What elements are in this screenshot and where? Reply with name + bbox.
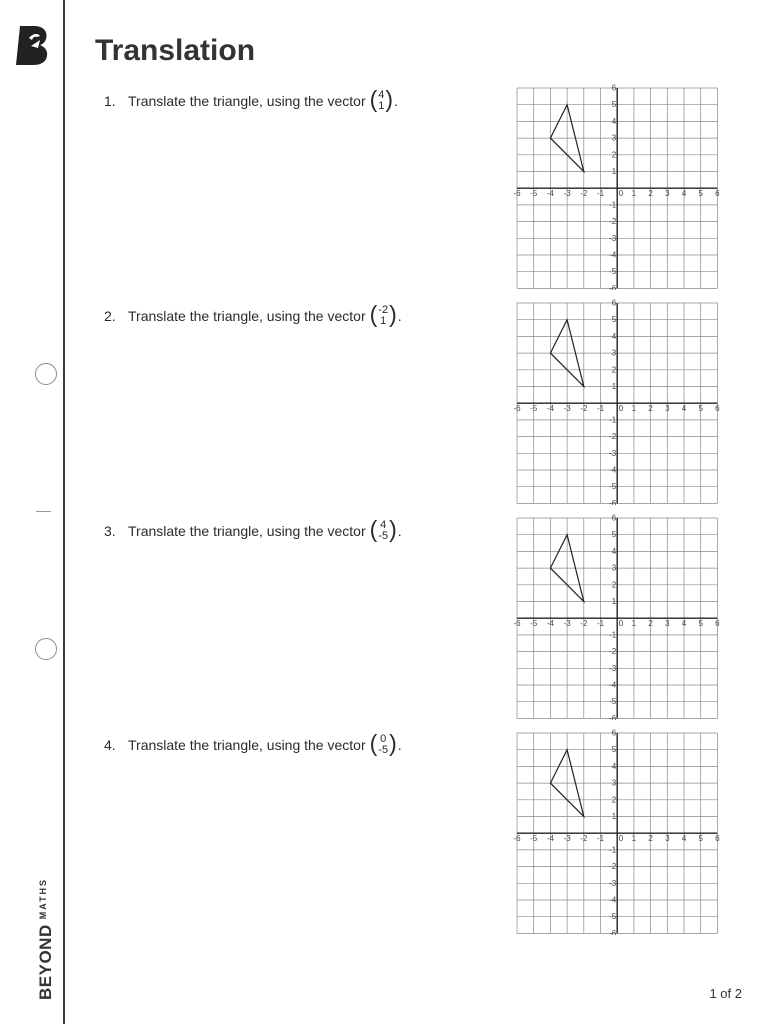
- question-text: Translate the triangle, using the vector: [128, 736, 366, 753]
- y-tick-label: -1: [609, 200, 617, 210]
- y-tick-label: -2: [609, 862, 617, 872]
- question-text: Translate the triangle, using the vector: [128, 522, 366, 539]
- brand-word: BEYOND: [36, 924, 55, 1000]
- x-tick-label: -3: [563, 189, 571, 199]
- x-tick-label: -6: [513, 619, 521, 629]
- x-tick-label: -4: [546, 619, 554, 629]
- y-tick-label: 2: [611, 795, 617, 805]
- x-tick-label: 3: [665, 619, 670, 629]
- question-number: 4.: [104, 736, 116, 753]
- y-tick-label: 6: [611, 299, 617, 308]
- binder-hole: [35, 363, 57, 385]
- y-tick-label: 5: [611, 315, 617, 325]
- question-1: [104, 86, 398, 112]
- y-tick-label: -2: [609, 217, 617, 227]
- x-tick-label: -5: [530, 404, 538, 414]
- y-tick-label: -4: [609, 680, 617, 690]
- y-tick-label: -6: [609, 283, 617, 290]
- x-tick-label: 6: [715, 619, 720, 629]
- y-tick-label: -1: [609, 415, 617, 425]
- x-tick-label: 1: [631, 834, 637, 844]
- page-number: 1 of 2: [709, 986, 742, 1001]
- x-tick-label: -6: [513, 834, 521, 844]
- x-tick-label: 3: [665, 834, 670, 844]
- brand-sub: MATHS: [38, 877, 48, 920]
- y-tick-label: -3: [609, 233, 617, 243]
- x-tick-label: 5: [698, 189, 703, 199]
- y-tick-label: 1: [611, 812, 617, 821]
- vector-y: 1: [378, 99, 385, 112]
- y-tick-label: 4: [611, 116, 617, 126]
- y-tick-label: -4: [609, 895, 617, 905]
- vector-x: 0: [380, 732, 387, 745]
- question-number: 3.: [104, 522, 116, 539]
- x-tick-label: -5: [530, 189, 538, 199]
- y-tick-label: 6: [611, 84, 617, 93]
- x-tick-label: -1: [596, 189, 605, 199]
- y-tick-label: -5: [609, 267, 617, 277]
- y-tick-label: -5: [609, 912, 617, 922]
- x-tick-label: 2: [648, 189, 653, 199]
- coordinate-grid-4: [508, 729, 736, 935]
- question-text: Translate the triangle, using the vector: [128, 92, 366, 109]
- y-tick-label: 4: [611, 546, 617, 556]
- vector-x: -2: [378, 303, 389, 316]
- column-vector: ( -2 1 ) .: [369, 301, 402, 327]
- x-tick-label: 4: [681, 404, 687, 414]
- y-tick-label: 5: [611, 745, 617, 755]
- x-tick-label: 6: [715, 404, 720, 414]
- x-tick-label: 0: [618, 619, 624, 629]
- y-tick-label: -5: [609, 482, 617, 492]
- y-tick-label: -2: [609, 647, 617, 657]
- fold-mark: [36, 511, 51, 512]
- beyond-logo-icon: [14, 24, 52, 66]
- column-vector: ( 0 -5 ) .: [369, 730, 402, 756]
- y-tick-label: 2: [611, 150, 617, 160]
- x-tick-label: -1: [596, 834, 605, 844]
- y-tick-label: 3: [611, 133, 617, 143]
- x-tick-label: 0: [618, 189, 624, 199]
- x-tick-label: -5: [530, 619, 538, 629]
- y-tick-label: -4: [609, 465, 617, 475]
- y-tick-label: -3: [609, 663, 617, 673]
- x-tick-label: 0: [618, 404, 624, 414]
- question-text: Translate the triangle, using the vector: [128, 307, 366, 324]
- binder-hole: [35, 638, 57, 660]
- x-tick-label: 6: [715, 834, 720, 844]
- question-4: [104, 730, 402, 756]
- x-tick-label: -2: [580, 619, 588, 629]
- y-tick-label: -5: [609, 697, 617, 707]
- vector-y: -5: [378, 743, 389, 756]
- x-tick-label: -3: [563, 834, 571, 844]
- y-tick-label: -3: [609, 878, 617, 888]
- x-tick-label: -3: [563, 619, 571, 629]
- vector-x: 4: [378, 88, 385, 101]
- coordinate-grid-1: [508, 84, 736, 290]
- x-tick-label: 2: [648, 619, 653, 629]
- y-tick-label: -6: [609, 928, 617, 935]
- column-vector: ( 4 1 ) .: [369, 86, 398, 112]
- y-tick-label: 1: [611, 382, 617, 391]
- page-title: Translation: [95, 34, 256, 67]
- y-tick-label: 4: [611, 761, 617, 771]
- x-tick-label: 2: [648, 404, 653, 414]
- y-tick-label: 3: [611, 348, 617, 358]
- x-tick-label: 5: [698, 834, 703, 844]
- y-tick-label: 3: [611, 563, 617, 573]
- y-tick-label: 2: [611, 365, 617, 375]
- x-tick-label: -4: [546, 189, 554, 199]
- x-tick-label: -5: [530, 834, 538, 844]
- y-tick-label: -1: [609, 845, 617, 855]
- y-tick-label: 6: [611, 729, 617, 738]
- x-tick-label: -6: [513, 189, 521, 199]
- x-tick-label: -2: [580, 834, 588, 844]
- x-tick-label: 2: [648, 834, 653, 844]
- x-tick-label: 5: [698, 619, 703, 629]
- y-tick-label: -1: [609, 630, 617, 640]
- y-tick-label: 3: [611, 778, 617, 788]
- question-3: [104, 516, 402, 542]
- column-vector: ( 4 -5 ) .: [369, 516, 402, 542]
- x-tick-label: -4: [546, 404, 554, 414]
- y-tick-label: 1: [611, 167, 617, 176]
- x-tick-label: -2: [580, 404, 588, 414]
- y-tick-label: -4: [609, 250, 617, 260]
- x-tick-label: 4: [681, 834, 687, 844]
- y-tick-label: 6: [611, 514, 617, 523]
- x-tick-label: 4: [681, 189, 687, 199]
- y-tick-label: -6: [609, 713, 617, 720]
- y-tick-label: -3: [609, 448, 617, 458]
- y-tick-label: 5: [611, 100, 617, 110]
- x-tick-label: -6: [513, 404, 521, 414]
- x-tick-label: 5: [698, 404, 703, 414]
- vector-y: -5: [378, 529, 389, 542]
- y-tick-label: -2: [609, 432, 617, 442]
- coordinate-grid-2: [508, 299, 736, 505]
- question-2: [104, 301, 402, 327]
- x-tick-label: 6: [715, 189, 720, 199]
- x-tick-label: 4: [681, 619, 687, 629]
- vector-y: 1: [380, 314, 387, 327]
- y-tick-label: 1: [611, 597, 617, 606]
- question-number: 1.: [104, 92, 116, 109]
- x-tick-label: 3: [665, 404, 670, 414]
- y-tick-label: 4: [611, 331, 617, 341]
- x-tick-label: 3: [665, 189, 670, 199]
- y-tick-label: 5: [611, 530, 617, 540]
- x-tick-label: 0: [618, 834, 624, 844]
- x-tick-label: 1: [631, 189, 637, 199]
- x-tick-label: -1: [596, 404, 605, 414]
- x-tick-label: -2: [580, 189, 588, 199]
- x-tick-label: 1: [631, 619, 637, 629]
- x-tick-label: -3: [563, 404, 571, 414]
- x-tick-label: 1: [631, 404, 637, 414]
- y-tick-label: 2: [611, 580, 617, 590]
- margin-rule: [63, 0, 65, 1024]
- brand-wordmark: [36, 878, 56, 1000]
- question-number: 2.: [104, 307, 116, 324]
- x-tick-label: -1: [596, 619, 605, 629]
- y-tick-label: -6: [609, 498, 617, 505]
- vector-x: 4: [380, 518, 387, 531]
- x-tick-label: -4: [546, 834, 554, 844]
- coordinate-grid-3: [508, 514, 736, 720]
